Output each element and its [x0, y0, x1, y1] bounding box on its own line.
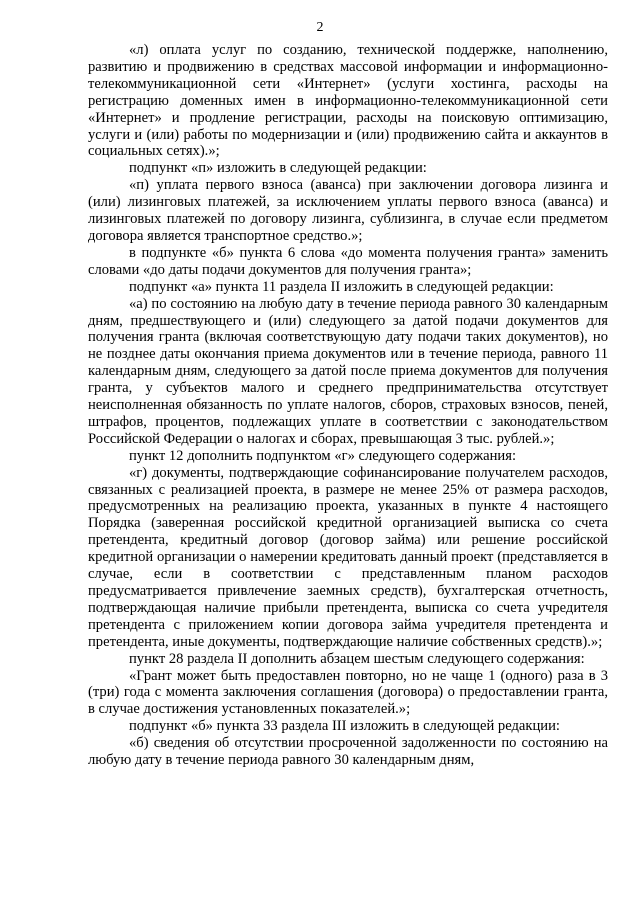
paragraph-b-overdue-debt: «б) сведения об отсутствии просроченной задолженности по состоянию на любую дату в течение периода равного 30 календарным дням, — [88, 735, 608, 769]
paragraph-repeat-grant: «Грант может быть предоставлен повторно, но не чаще 1 (одного) раза в 3 (три) года с момента заключения соглашения (договора) о предоставлении гранта, в случае достижения установленных показателей.»; — [88, 667, 608, 718]
paragraph-l-services: «л) оплата услуг по созданию, технической поддержке, наполнению, развитию и продвижению в средствах массовой информации и информационно-телекоммуникационной сети «Интернет» (услуги хостинга, расходы на регистрацию доменных имен в информационно-телекоммуникационной сети «Интернет» и продление регистрации, расходы на поисковую оптимизацию, услуги и (или) работы по модернизации и (или) продвижению сайта и аккаунтов в социальных сетях).»; — [88, 42, 608, 160]
paragraph-amend-point-6: в подпункте «б» пункта 6 слова «до момента получения гранта» заменить словами «до даты подачи документов для получения гранта»; — [88, 244, 608, 278]
page-number: 2 — [316, 20, 324, 35]
paragraph-g-cofinancing: «г) документы, подтверждающие софинансирование получателем расходов, связанных с реализацией проекта, в размере не менее 25% от размера расходов, предусмотренных на реализацию проекта, указанных в пункте 4 настоящего Порядка (заверенная российской кредитной организацией выписка со счета претендента, кредитный договор (договор займа) или решение российской кредитной организации о намерении кредитовать данный проект (представляется в случае, если в соответствии с представленным планом расходов предусматривается привлечение заемных средств), бухгалтерская отчетность, подтверждающая наличие прибыли претендента, выписка со счета учредителя претендента с приложением копии договора займа учредителя претендента и претендента, иные документы, подтверждающие наличие собственных средств).»; — [88, 464, 608, 650]
paragraph-amend-point-11: подпункт «а» пункта 11 раздела II изложить в следующей редакции: — [129, 278, 554, 295]
document-body — [88, 42, 608, 769]
paragraph-p-leasing: «п) уплата первого взноса (аванса) при заключении договора лизинга и (или) лизинговых платежей, за исключением уплаты первого взноса (аванса) и лизинговых платежей по договору лизинга, сублизинга, в случае если предметом договора является транспортное средство.»; — [88, 177, 608, 244]
paragraph-amend-subpoint-p: подпункт «п» изложить в следующей редакции: — [129, 160, 427, 177]
paragraph-amend-point-12: пункт 12 дополнить подпунктом «г» следующего содержания: — [129, 447, 516, 464]
paragraph-a-tax-debt: «а) по состоянию на любую дату в течение периода равного 30 календарным дням, предшествующего и (или) следующего за датой подачи документов для получения гранта (включая соответствующую дату подачи таких документов), но не позднее даты окончания приема документов или в течение периода, равного 11 календарным дням, следующего за датой после приема документов для получения гранта, у субъектов малого и среднего предпринимательства отсутствует неисполненная обязанность по уплате налогов, сборов, страховых взносов, пеней, штрафов, процентов, подлежащих уплате в соответствии с законодательством Российской Федерации о налогах и сборах, превышающая 3 тыс. рублей.»; — [88, 295, 608, 447]
paragraph-amend-point-28: пункт 28 раздела II дополнить абзацем шестым следующего содержания: — [129, 650, 585, 667]
paragraph-amend-point-33: подпункт «б» пункта 33 раздела III изложить в следующей редакции: — [129, 718, 560, 735]
